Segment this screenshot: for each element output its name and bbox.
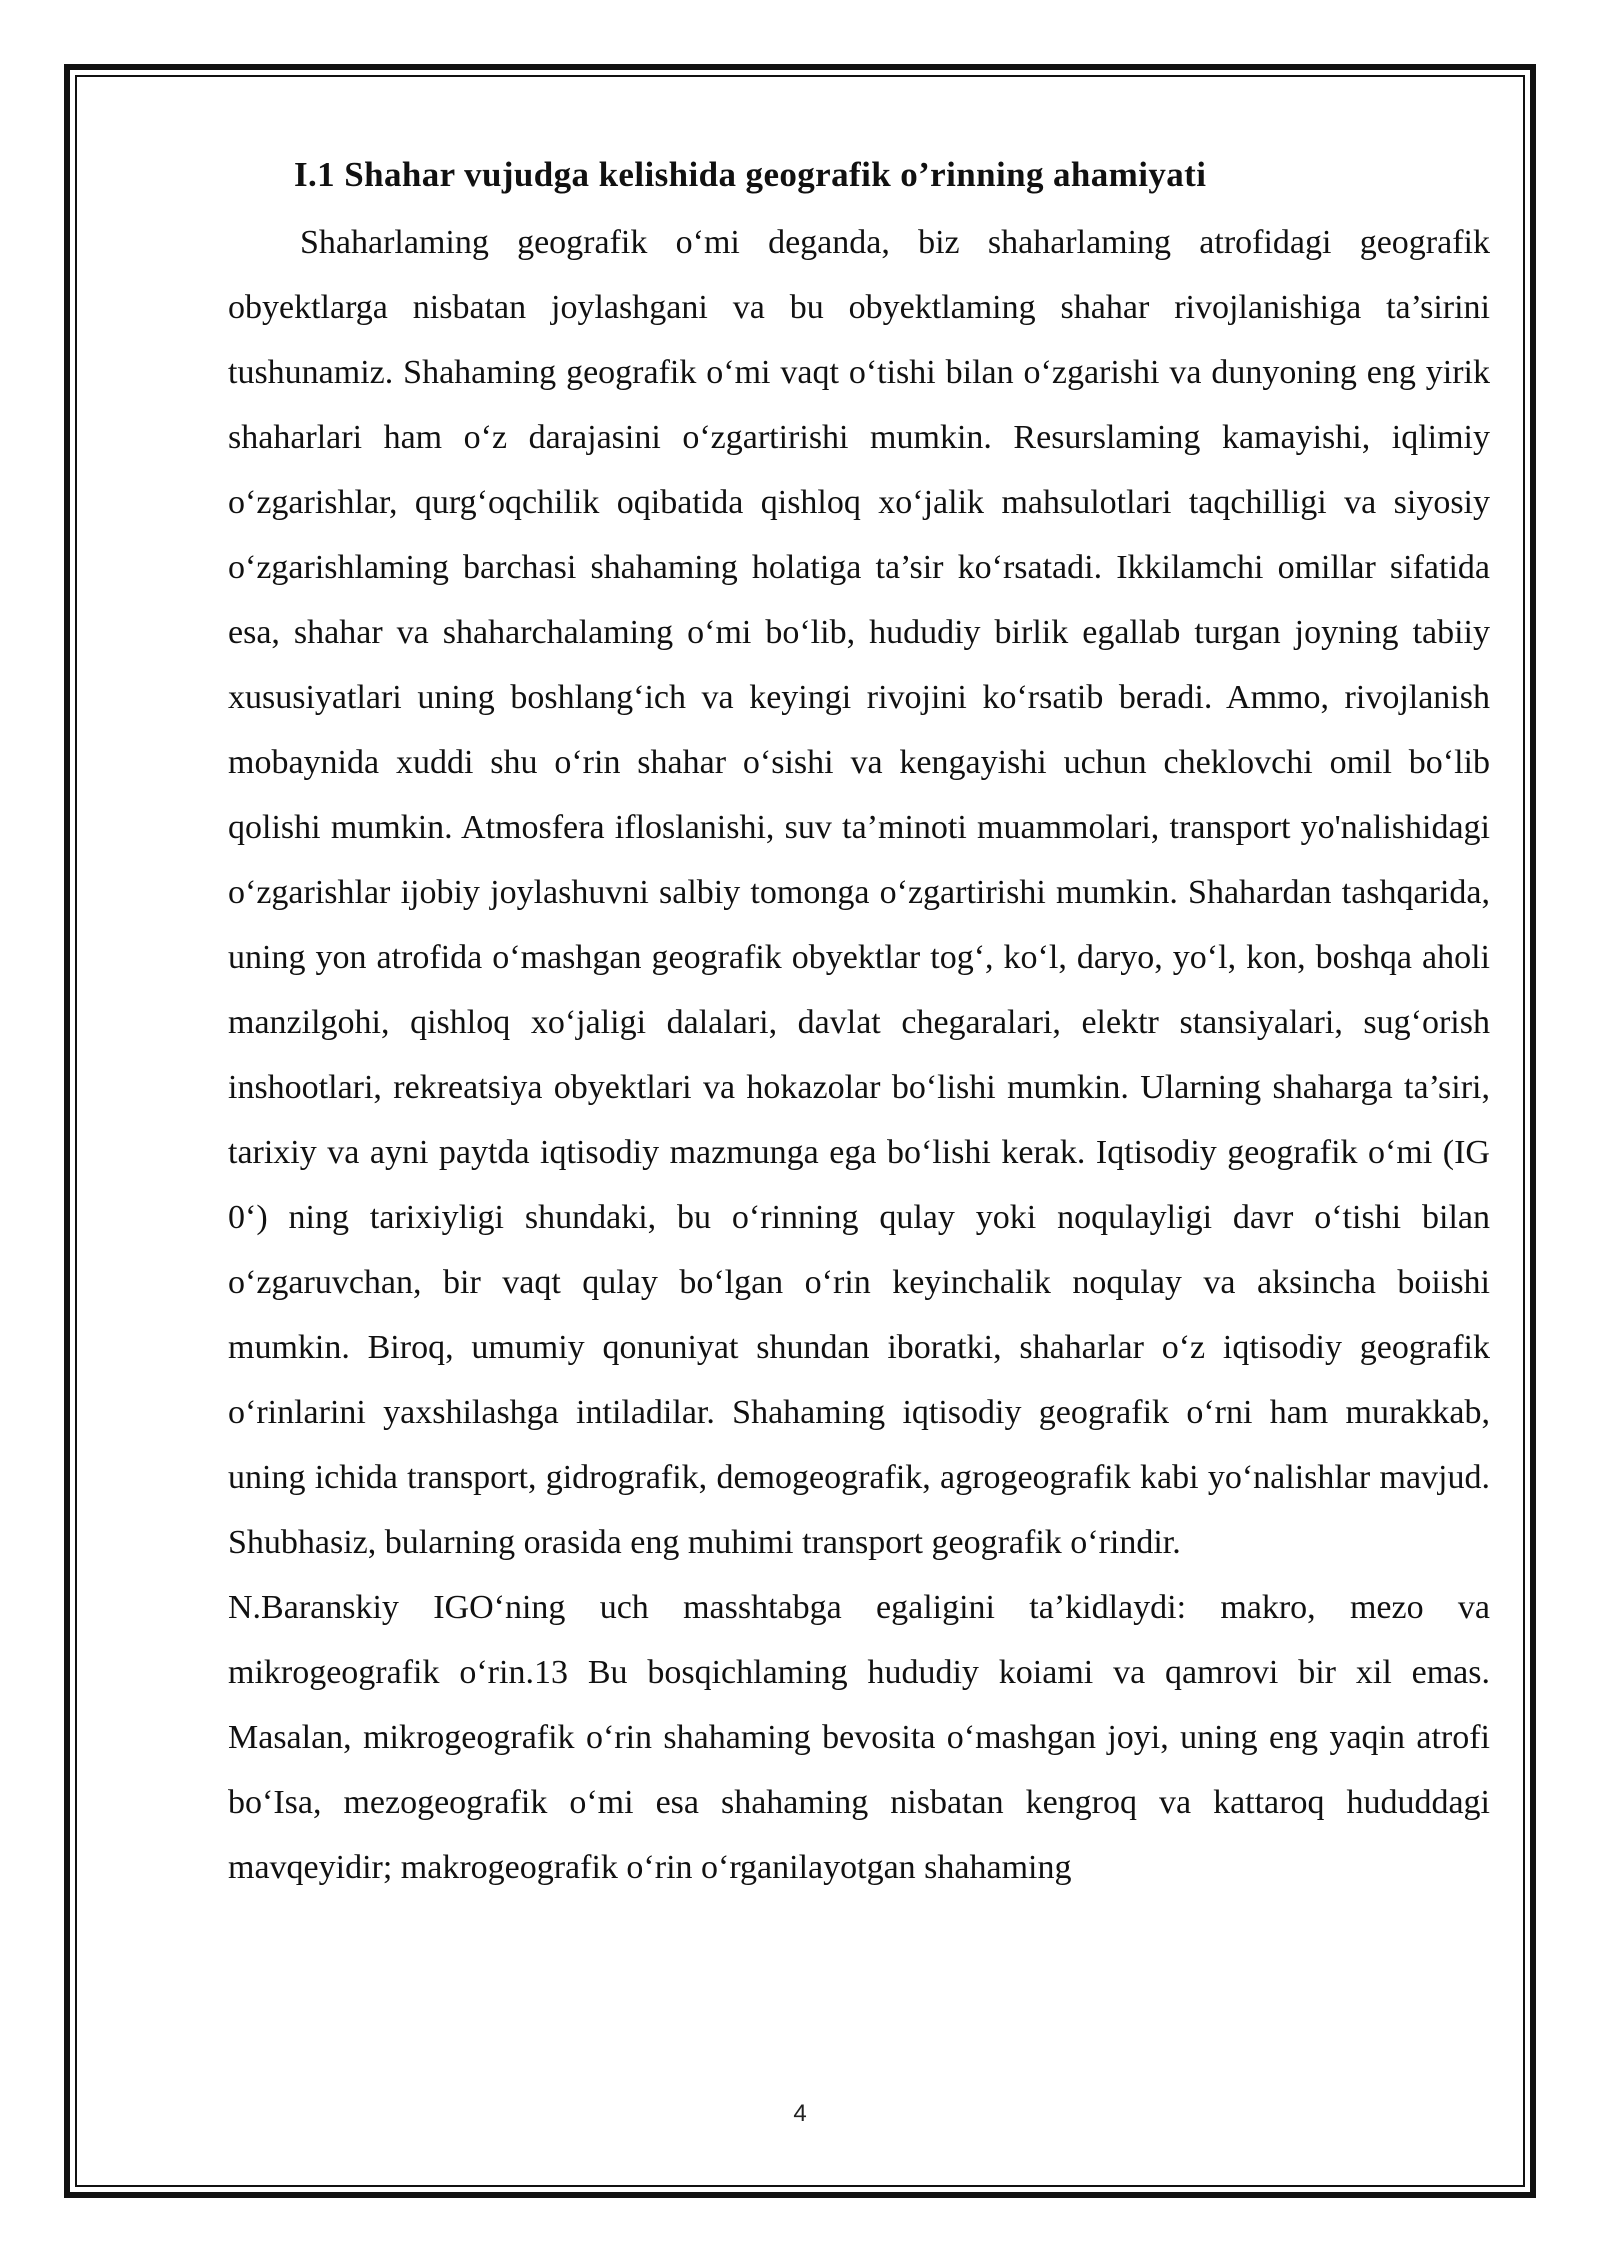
page-number: 4 [793,2100,807,2127]
paragraph-1: Shaharlaming geografik o‘mi deganda, biz shaharlaming atrofidagi geografik obyektlarga nisbatan joylashgani va bu obyektlaming shahar rivojlanishiga ta’sirini tushunamiz. Shahaming geografik o‘mi vaqt o‘tishi bilan o‘zgarishi va dunyoning eng yirik shaharlari ham o‘z darajasini o‘zgartirishi mumkin. Resurslaming kamayishi, iqlimiy o‘zgarishlar, qurg‘oqchilik oqibatida qishloq xo‘jalik mahsulotlari taqchilligi va siyosiy o‘zgarishlaming barchasi shahaming holatiga ta’sir ko‘rsatadi. Ikkilamchi omillar sifatida esa, shahar va shaharchalaming o‘mi bo‘lib, hududiy birlik egallab turgan joyning tabiiy xususiyatlari uning boshlang‘ich va keyingi rivojini ko‘rsatib beradi. Ammo, rivojlanish mobaynida xuddi shu o‘rin shahar o‘sishi va kengayishi uchun cheklovchi omil bo‘lib qolishi mumkin. Atmosfera ifloslanishi, suv ta’minoti muammolari, transport yo'nalishidagi o‘zgarishlar ijobiy joylashuvni salbiy tomonga o‘zgartirishi mumkin. Shahardan tashqarida, uning yon atrofida o‘mashgan geografik obyektlar tog‘, ko‘l, daryo, yo‘l, kon, boshqa aholi manzilgohi, qishloq xo‘jaligi dalalari, davlat chegaralari, elektr stansiyalari, sug‘orish inshootlari, rekreatsiya obyektlari va hokazolar bo‘lishi mumkin. Ularning shaharga ta’siri, tarixiy va ayni paytda iqtisodiy mazmunga ega bo‘lishi kerak. Iqtisodiy geografik o‘mi (IG 0‘) ning tarixiyligi shundaki, bu o‘rinning qulay yoki noqulayligi davr o‘tishi bilan o‘zgaruvchan, bir vaqt qulay bo‘lgan o‘rin keyinchalik noqulay va aksincha boiishi mumkin. Biroq, umumiy qonuniyat shundan iboratki, shaharlar o‘z iqtisodiy geografik o‘rinlarini yaxshilashga intiladilar. Shahaming iqtisodiy geografik o‘rni ham murakkab, uning ichida transport, gidrografik, demogeografik, agrogeografik kabi yo‘nalishlar mavjud. Shubhasiz, bularning orasida eng muhimi transport geografik o‘rindir. [228,224,1490,1561]
section-heading: I.1 Shahar vujudga kelishida geografik o’rinning ahamiyati [294,155,1207,194]
paragraph-2: N.Baranskiy IGO‘ning uch masshtabga egaligini ta’kidlaydi: makro, mezo va mikrogeografik o‘rin.13 Bu bosqichlaming hududiy koiami va qamrovi bir xil emas. Masalan, mikrogeografik o‘rin shahaming bevosita o‘mashgan joyi, uning eng yaqin atrofi bo‘Isa, mezogeografik o‘mi esa shahaming nisbatan kengroq va kattaroq hududdagi mavqeyidir; makrogeografik o‘rin o‘rganilayotgan shahaming [228,1589,1490,1886]
document-body [228,148,1490,1900]
